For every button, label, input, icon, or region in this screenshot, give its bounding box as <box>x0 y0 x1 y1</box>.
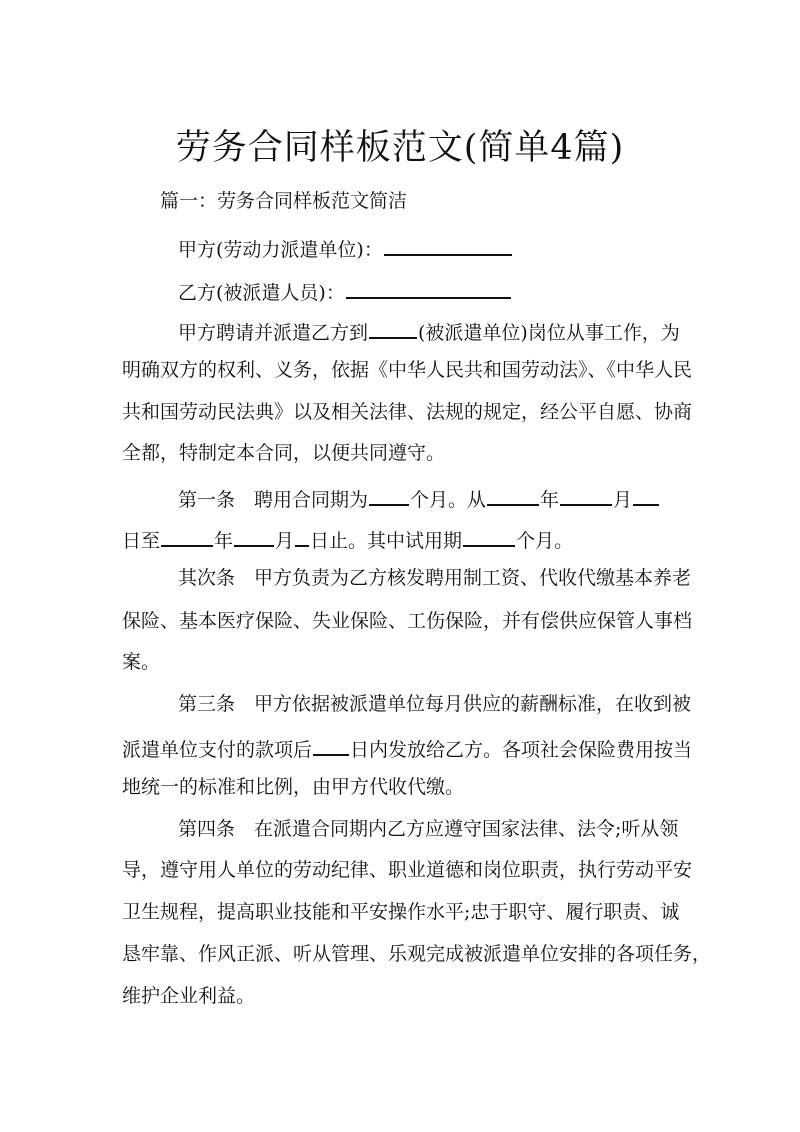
article4-line-3: 卫生规程，提高职业技能和平安操作水平;忠于职守、履行职责、诚 <box>122 901 680 923</box>
blank <box>234 528 274 547</box>
intro-line-4: 全都，特制定本合同，以便共同遵守。 <box>122 442 446 464</box>
article4-line-2: 导，遵守用人单位的劳动纪律、职业道德和岗位职责，执行劳动平安 <box>122 859 693 881</box>
intro-line-1 <box>178 320 748 343</box>
party-b-line <box>178 280 748 303</box>
document-title: 劳务合同样板范文(简单4篇) <box>175 128 625 168</box>
party-a-blank <box>384 237 512 256</box>
section-heading: 篇一：劳务合同样板范文简洁 <box>160 190 408 212</box>
article1-text: 个月。从 <box>410 489 487 511</box>
article1-line-2 <box>122 528 692 551</box>
article4-line-4: 恳牢靠、作风正派、听从管理、乐观完成被派遣单位安排的各项任务， <box>122 943 712 965</box>
blank <box>560 487 612 506</box>
article4-line-5: 维护企业利益。 <box>122 985 256 1007</box>
article1-text: 日至 <box>122 530 161 552</box>
blank <box>633 487 659 506</box>
blank <box>295 528 309 547</box>
article3-line-3: 地统一的标准和比例，由甲方代收代缴。 <box>122 776 465 798</box>
article3-text: 日内发放给乙方。各项社会保险费用按当 <box>350 739 693 761</box>
party-b-label: 乙方(被派遣人员)： <box>178 282 345 304</box>
intro-line-3: 共和国劳动民法典》以及相关法律、法规的规定，经公平自愿、协商 <box>122 401 693 423</box>
article1-text: 第一条 聘用合同期为 <box>178 489 369 511</box>
article4-line-1: 第四条 在派遣合同期内乙方应遵守国家法律、法令;听从领 <box>178 818 679 840</box>
article1-text: 个月。 <box>516 530 574 552</box>
unit-blank <box>369 320 417 339</box>
blank <box>161 528 213 547</box>
article2-line-3: 案。 <box>122 651 161 673</box>
article2-line-2: 保险、基本医疗保险、失业保险、工伤保险，并有偿供应保管人事档 <box>122 610 693 632</box>
party-a-label: 甲方(劳动力派遣单位)： <box>178 239 383 261</box>
intro-line-2: 明确双方的权利、义务，依据《中华人民共和国劳动法》、《中华人民 <box>122 359 693 381</box>
intro-text: 甲方聘请并派遣乙方到 <box>178 322 369 344</box>
article1-text: 日止。其中试用期 <box>310 530 463 552</box>
days-blank <box>313 737 349 756</box>
article1-text: 年 <box>540 489 560 511</box>
blank <box>463 528 515 547</box>
article3-line-1: 第三条 甲方依据被派遣单位每月供应的薪酬标准，在收到被 <box>178 693 692 715</box>
party-b-blank <box>346 280 511 299</box>
blank <box>369 487 409 506</box>
article2-line-1: 其次条 甲方负责为乙方核发聘用制工资、代收代缴基本养老 <box>178 567 692 589</box>
intro-text: (被派遣单位)岗位从事工作，为 <box>418 322 680 344</box>
article1-text: 年 <box>214 530 234 552</box>
article1-line-1 <box>178 487 748 510</box>
article1-text: 月 <box>613 489 633 511</box>
article3-line-2 <box>122 737 692 760</box>
blank <box>487 487 539 506</box>
article3-text: 派遣单位支付的款项后 <box>122 739 313 761</box>
article1-text: 月 <box>275 530 295 552</box>
party-a-line <box>178 237 748 260</box>
